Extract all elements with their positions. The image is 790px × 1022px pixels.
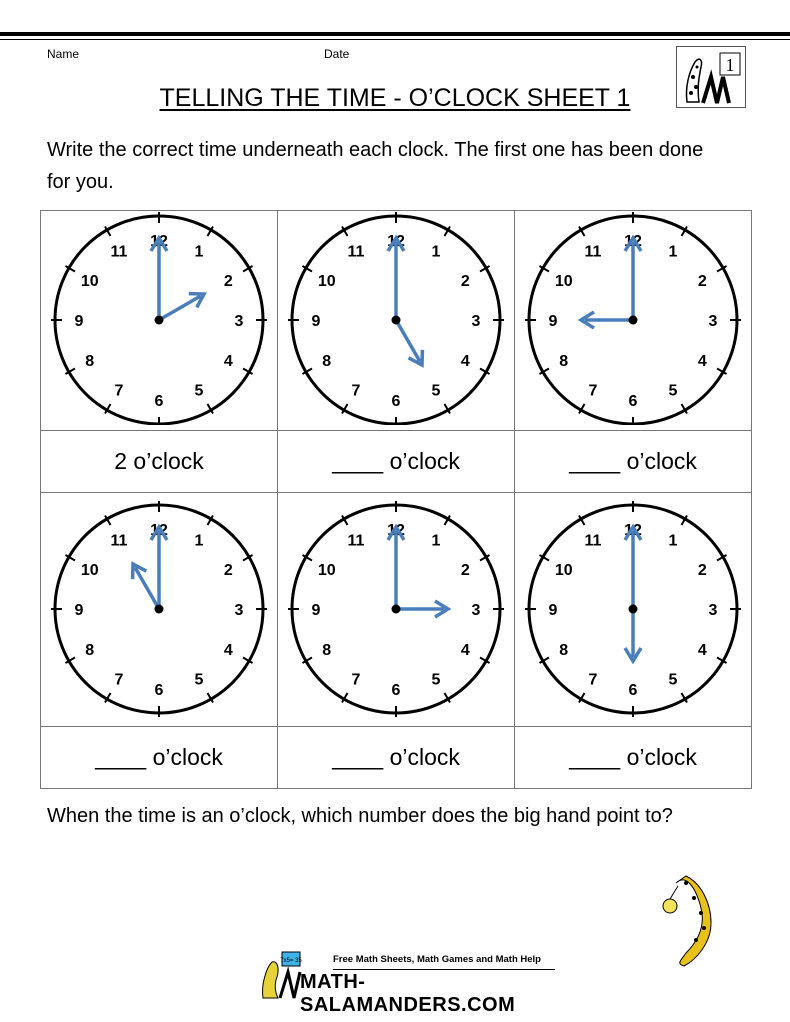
answer-cell[interactable]: ____ o’clock [278,727,515,789]
clock-number: 9 [548,602,558,619]
clock-number: 7 [114,671,124,689]
clock-cell [41,211,278,431]
clock-number: 12 [150,522,168,539]
clock-number: 10 [554,273,573,290]
footer-branding [258,950,558,1016]
clock-number: 3 [234,313,244,330]
clock-number: 12 [387,233,405,250]
clock-number: 8 [85,642,95,659]
answer-cell: 2 o’clock [41,431,278,493]
footer-badge: 7x5= 35 [280,958,302,964]
clock-number: 12 [624,233,642,250]
clock-number: 11 [584,532,602,550]
clock-face [44,493,274,721]
clock-number: 8 [85,353,95,370]
clock-number: 12 [624,522,642,539]
minute-hand [625,527,641,609]
hour-hand [133,564,159,609]
clock-number: 8 [559,642,569,659]
page-title: TELLING THE TIME - O’CLOCK SHEET 1 [159,84,631,112]
clock-number: 9 [311,313,321,330]
clock-number: 11 [584,243,602,261]
clock-number: 3 [234,602,244,619]
clock-number: 7 [588,382,598,400]
clock-number: 2 [460,273,470,290]
clock-number: 4 [697,353,707,370]
clock-number: 1 [194,243,204,261]
clock-face [44,211,274,425]
clock-cell [278,211,515,431]
clock-number: 6 [154,393,164,410]
answer-cell[interactable]: ____ o’clock [515,727,752,789]
clock-number: 4 [460,642,470,659]
clock-number: 9 [74,602,84,619]
clock-number: 11 [110,532,128,550]
salamander-logo [676,46,746,108]
clock-number: 1 [431,532,441,550]
minute-hand [625,238,641,320]
clock-number: 2 [697,273,707,290]
clock-number: 11 [347,532,365,550]
clock-number: 4 [460,353,470,370]
clock-number: 5 [431,382,441,400]
clock-number: 8 [322,353,332,370]
clock-number: 6 [391,682,401,699]
top-rule [0,32,790,36]
name-label: Name [47,47,80,61]
answer-cell[interactable]: ____ o’clock [278,431,515,493]
clock-cell [515,493,752,727]
clock-number: 6 [628,393,638,410]
clock-number: 2 [697,562,707,579]
clock-center [155,316,164,325]
top-rule-thin [0,39,790,40]
clock-number: 3 [471,602,481,619]
clock-number: 2 [223,562,233,579]
answer-cell[interactable]: ____ o’clock [41,727,278,789]
clock-number: 7 [114,382,124,400]
clock-number: 6 [391,393,401,410]
clock-number: 5 [194,671,204,689]
clock-number: 11 [347,243,365,261]
clock-number: 1 [431,243,441,261]
clock-number: 7 [351,382,361,400]
question: When the time is an o’clock, which number does the big hand point to? [47,805,673,827]
clock-face [281,493,511,721]
clock-face [518,493,748,721]
clock-number: 3 [471,313,481,330]
clock-face [281,211,511,425]
clock-grid [40,210,752,789]
clock-number: 10 [317,273,336,290]
footer-rule [333,969,555,970]
footer-logo-icon [258,950,303,1000]
clock-number: 5 [194,382,204,400]
salamander-illustration [656,868,726,968]
clock-number: 7 [351,671,361,689]
clock-center [155,605,164,614]
minute-hand [388,238,404,320]
hour-hand [159,294,204,320]
instructions: Write the correct time underneath each clock. The first one has been done for you. [47,139,704,193]
clock-cell [41,493,278,727]
hour-hand [396,601,448,617]
clock-number: 8 [322,642,332,659]
footer-tagline: Free Math Sheets, Math Games and Math Help [333,954,541,965]
clock-number: 10 [317,562,336,579]
minute-hand [388,527,404,609]
clock-number: 9 [548,313,558,330]
answer-cell[interactable]: ____ o’clock [515,431,752,493]
clock-number: 1 [194,532,204,550]
clock-number: 10 [80,273,99,290]
clock-number: 9 [311,602,321,619]
clock-number: 10 [554,562,573,579]
clock-center [392,316,401,325]
clock-cell [278,493,515,727]
clock-number: 12 [150,233,168,250]
clock-number: 1 [668,532,678,550]
clock-number: 3 [708,602,718,619]
clock-center [629,605,638,614]
date-label: Date [324,47,350,61]
footer-brand: MATH-SALAMANDERS.COM [300,971,516,1016]
clock-number: 6 [628,682,638,699]
clock-number: 12 [387,522,405,539]
clock-center [392,605,401,614]
logo-number: 1 [725,55,735,75]
clock-number: 5 [668,382,678,400]
clock-number: 7 [588,671,598,689]
clock-number: 5 [431,671,441,689]
clock-number: 3 [708,313,718,330]
clock-number: 8 [559,353,569,370]
clock-number: 10 [80,562,99,579]
clock-number: 2 [223,273,233,290]
clock-number: 4 [223,353,233,370]
hour-hand [581,312,633,328]
clock-cell [515,211,752,431]
clock-number: 9 [74,313,84,330]
clock-number: 2 [460,562,470,579]
clock-number: 4 [223,642,233,659]
clock-number: 1 [668,243,678,261]
hour-hand [396,320,422,365]
clock-number: 5 [668,671,678,689]
clock-number: 4 [697,642,707,659]
clock-number: 11 [110,243,128,261]
clock-number: 6 [154,682,164,699]
hour-hand [625,609,641,661]
clock-face [518,211,748,425]
clock-center [629,316,638,325]
minute-hand [151,238,167,320]
